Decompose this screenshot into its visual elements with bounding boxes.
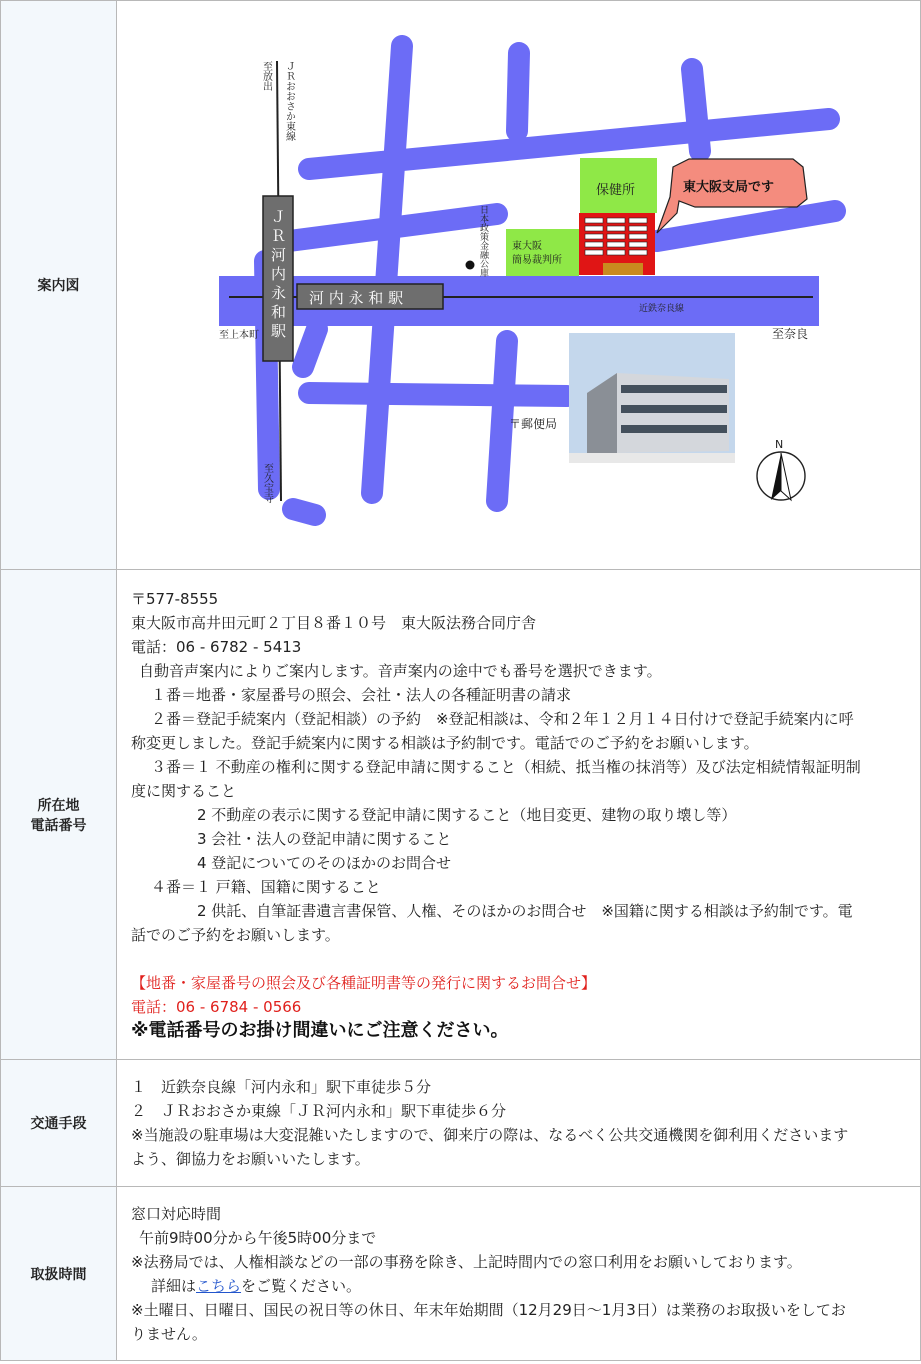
transport-jr: ２ ＪＲおおさか東線「ＪＲ河内永和」駅下車徒歩６分	[131, 1102, 507, 1120]
road	[497, 341, 507, 501]
compass-n-label: N	[775, 438, 784, 451]
option-3-4: 4 登記についてのそのほかのお問合せ	[197, 853, 452, 872]
bureau-window	[607, 218, 625, 223]
street-address: 東大阪市高井田元町２丁目８番１０号 東大阪法務合同庁舎	[131, 613, 537, 632]
north-compass	[757, 438, 805, 500]
road	[657, 211, 835, 241]
kintetsu-station-name: 河 内 永 和 駅	[309, 289, 404, 307]
hours-row	[1, 1187, 921, 1361]
address-row-label	[1, 570, 117, 1060]
road	[293, 509, 315, 515]
bureau-window	[629, 218, 647, 223]
bureau-window	[607, 242, 625, 247]
map-row	[1, 1, 921, 570]
callout-text: 東大阪支局です	[683, 180, 775, 195]
option-3-1-cont: 度に関すること	[131, 781, 237, 800]
road	[309, 393, 567, 396]
bureau-window	[585, 242, 603, 247]
transport-kintetsu: １ 近鉄奈良線「河内永和」駅下車徒歩５分	[131, 1078, 432, 1096]
address-content	[117, 570, 921, 1060]
phone-warning: ※電話番号のお掛け間違いにご注意ください。	[131, 1019, 509, 1041]
option-3-1: ３番＝１ 不動産の権利に関する登記申請に関すること（相続、抵当権の抹消等）及び法定相続情報証明制	[151, 757, 861, 776]
bureau-window	[585, 226, 603, 231]
label-location: 所在地	[37, 797, 80, 814]
hours-note: ※法務局では、人権相談などの一部の事務を除き、上記時間内での窓口利用をお願いしております。	[131, 1252, 802, 1271]
access-map	[117, 1, 921, 569]
spacer	[131, 947, 906, 971]
postal-code: 〒577-8555	[131, 589, 219, 608]
photo-ground	[569, 453, 735, 463]
bureau-annex	[603, 263, 643, 275]
option-3-2: 2 不動産の表示に関する登記申請に関すること（地目変更、建物の取り壊し等）	[197, 805, 737, 824]
court-block	[506, 229, 579, 276]
option-4-2: 2 供託、自筆証書遺言書保管、人権、そのほかのお問合せ ※国籍に関する相談は予約制です。電	[197, 901, 853, 920]
bureau-window	[585, 218, 603, 223]
photo-window-band	[621, 425, 727, 433]
map-row-label: 案内図	[1, 1, 117, 570]
road	[372, 46, 402, 493]
auto-voice-note: 自動音声案内によりご案内します。音声案内の途中でも番号を選択できます。	[139, 661, 662, 680]
option-4-1: ４番＝１ 戸籍、国籍に関すること	[151, 877, 381, 896]
building-photo	[569, 333, 735, 463]
kintetsu-line-label: 近鉄奈良線	[639, 304, 685, 314]
court-label-line: 簡易裁判所	[512, 255, 562, 266]
hokenjo-label: 保健所	[596, 183, 636, 198]
bureau-window	[607, 250, 625, 255]
hours-content	[117, 1187, 921, 1361]
hours-time: 午前9時00分から午後5時00分まで	[139, 1228, 377, 1247]
court-label-line: 東大阪	[512, 241, 542, 252]
road	[303, 329, 317, 367]
details-link[interactable]: こちら	[196, 1276, 242, 1295]
bureau-window	[629, 250, 647, 255]
post-office-label: 〒郵便局	[509, 417, 558, 431]
bureau-window	[629, 226, 647, 231]
map-cell	[117, 1, 921, 570]
photo-window-band	[621, 385, 727, 393]
to-nara-label: 至奈良	[772, 327, 809, 341]
road	[517, 53, 519, 131]
inquiry-title: 【地番・家屋番号の照会及び各種証明書等の発行に関するお問合せ】	[131, 973, 597, 992]
inquiry-phone: 電話：06 - 6784 - 0566	[131, 997, 302, 1016]
option-4-2-cont: 話でのご予約をお願いします。	[131, 925, 340, 944]
jr-line-label: ＪＲおおさか東線	[283, 61, 295, 141]
bureau-window	[607, 234, 625, 239]
transport-content	[117, 1060, 921, 1187]
option-3-3: 3 会社・法人の登記申請に関すること	[197, 829, 452, 848]
bureau-window	[629, 242, 647, 247]
main-phone: 電話：06 - 6782 - 5413	[131, 637, 302, 656]
hours-detail	[131, 1274, 906, 1298]
detail-suffix: をご覧ください。	[241, 1276, 362, 1295]
to-hanaten-label: 至放出	[260, 61, 272, 91]
bureau-window	[585, 250, 603, 255]
holiday-note-cont: りません。	[131, 1324, 207, 1343]
option-1: １番＝地番・家屋番号の照会、会社・法人の各種証明書の請求	[151, 685, 572, 704]
hours-title: 窓口対応時間	[131, 1204, 222, 1223]
address-row	[1, 570, 921, 1060]
parking-note: ※当施設の駐車場は大変混雑いたしますので、御来庁の際は、なるべく公共交通機関を御利用くださいます	[131, 1126, 849, 1144]
photo-window-band	[621, 405, 727, 413]
bank-label: 日本政策金融公庫	[478, 205, 488, 277]
detail-prefix: 詳細は	[151, 1276, 197, 1295]
to-uehonmachi-label: 至上本町	[219, 330, 259, 341]
holiday-note: ※土曜日、日曜日、国民の祝日等の休日、年末年始期間（12月29日～1月3日）は業務のお取扱いをしてお	[131, 1300, 846, 1319]
bureau-window	[585, 234, 603, 239]
bureau-window	[607, 226, 625, 231]
option-2-cont: 称変更しました。登記手続案内に関する相談は予約制です。電話でのご予約をお願いします。	[131, 733, 759, 752]
parking-note-cont: よう、御協力をお願いいたします。	[131, 1150, 370, 1168]
hours-row-label: 取扱時間	[1, 1187, 117, 1361]
label-phone: 電話番号	[30, 817, 87, 834]
jr-station-name: ＪＲ河内永和駅	[269, 209, 287, 342]
to-kyuhoji-label: 至久宝寺	[261, 463, 273, 503]
bureau-window	[629, 234, 647, 239]
transport-row-label: 交通手段	[1, 1060, 117, 1187]
bank-marker	[466, 261, 475, 270]
option-2: ２番＝登記手続案内（登記相談）の予約 ※登記相談は、令和２年１２月１４日付けで登記手続案内に呼	[151, 709, 854, 728]
road	[692, 69, 700, 151]
bureau-building	[579, 213, 655, 275]
transport-row	[1, 1060, 921, 1187]
